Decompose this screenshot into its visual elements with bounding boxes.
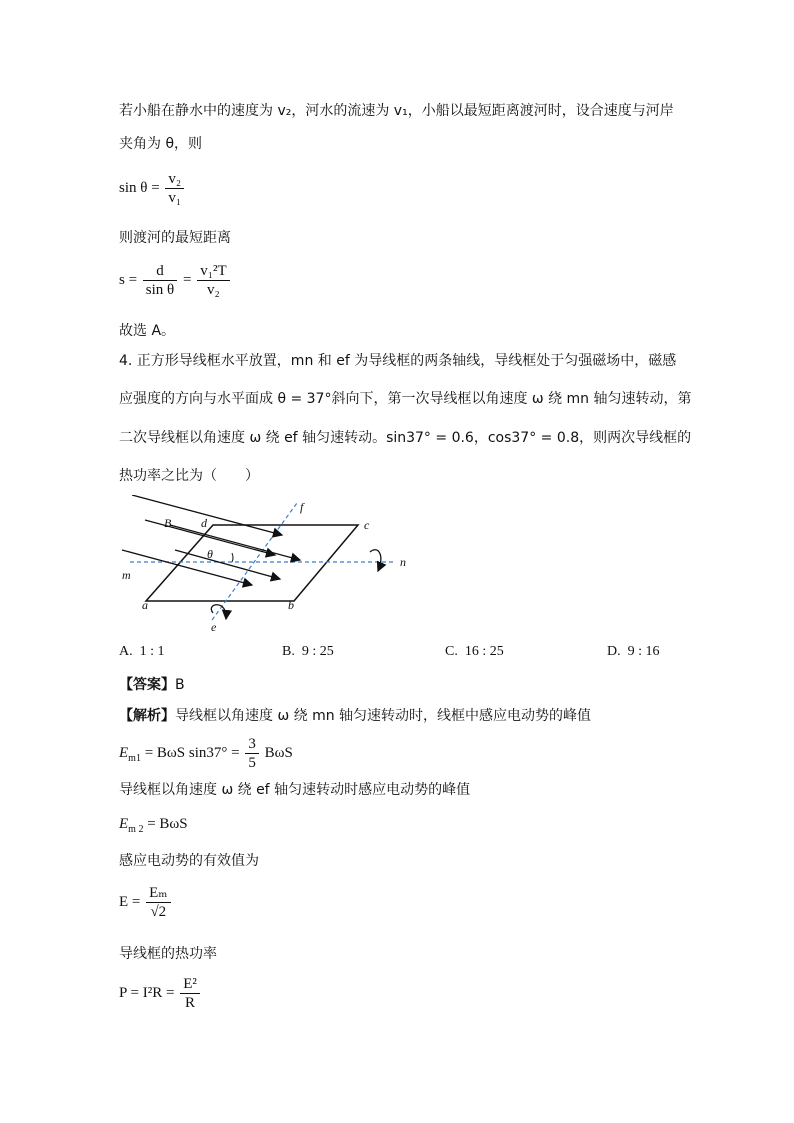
- option-value: 9 : 16: [627, 644, 660, 659]
- label-f: f: [300, 500, 304, 514]
- eq-equals: =: [183, 271, 192, 288]
- option-label: A.: [119, 644, 133, 659]
- fraction-numerator: E²: [180, 975, 200, 994]
- fraction-numerator: Eₘ: [146, 884, 170, 903]
- option-label: B.: [282, 644, 295, 659]
- eq-middle: = BωS sin37° =: [144, 744, 240, 761]
- option-value: 16 : 25: [464, 644, 504, 659]
- answer-value: B: [175, 677, 185, 693]
- eq-left: s =: [119, 271, 138, 288]
- fraction-numerator: d: [143, 262, 177, 281]
- equation-em2: [119, 814, 188, 840]
- label-B: B: [164, 516, 172, 530]
- label-c: c: [364, 518, 370, 532]
- option-value: 9 : 25: [301, 644, 334, 659]
- eq-right: = BωS: [147, 816, 188, 832]
- fraction-numerator: v₂: [165, 170, 184, 189]
- option-a[interactable]: [119, 644, 165, 660]
- fraction-numerator: 3: [245, 735, 259, 754]
- fraction: [245, 735, 259, 772]
- fraction-denominator: √2: [150, 904, 167, 920]
- label-n: n: [400, 555, 406, 569]
- equation-em1: [119, 735, 293, 772]
- option-b[interactable]: [282, 644, 334, 660]
- label-d: d: [201, 516, 207, 530]
- eq-subscript: m1: [128, 752, 141, 764]
- fraction: [146, 884, 170, 921]
- fraction: [165, 170, 184, 207]
- field-arrow-3: [170, 525, 300, 560]
- fraction-denominator: v₁: [168, 190, 182, 206]
- fraction-2: [197, 262, 229, 299]
- analysis-text: 导线框以角速度 ω 绕 mn 轴匀速转动时，线框中感应电动势的峰值: [175, 708, 592, 724]
- field-arrow-5: [175, 550, 280, 579]
- eq-left: sin θ =: [119, 179, 160, 196]
- fraction-denominator: sin θ: [145, 282, 175, 298]
- label-theta: θ: [207, 547, 213, 561]
- equation-power: [119, 975, 202, 1012]
- eq-left: P = I²R =: [119, 984, 175, 1001]
- analysis-line-2: 导线框以角速度 ω 绕 ef 轴匀速转动时感应电动势的峰值: [119, 782, 471, 798]
- fraction-1: [143, 262, 177, 299]
- answer-tag: 【答案】: [119, 677, 175, 693]
- fraction-denominator: 5: [248, 755, 256, 771]
- option-d[interactable]: [607, 644, 660, 660]
- equation-distance: [119, 262, 232, 299]
- label-m: m: [122, 568, 131, 582]
- option-label: C.: [445, 644, 458, 659]
- analysis-line-3: 感应电动势的有效值为: [119, 853, 259, 869]
- text-shortest-distance: 则渡河的最短距离: [119, 230, 231, 246]
- question-line-3: 二次导线框以角速度 ω 绕 ef 轴匀速转动。sin37° = 0.6，cos37° = 0.8，则两次导线框的: [119, 430, 692, 446]
- wire-frame: [146, 525, 358, 601]
- option-label: D.: [607, 644, 621, 659]
- question-line-2: 应强度的方向与水平面成 θ = 37°斜向下，第一次导线框以角速度 ω 绕 mn 轴匀速转动，第: [119, 391, 692, 407]
- fraction-denominator: v₂: [207, 282, 220, 298]
- label-b: b: [288, 598, 294, 612]
- rotation-arrow-mn-icon: [370, 550, 381, 571]
- fraction: [180, 975, 200, 1012]
- intro-line-1: 若小船在静水中的速度为 v₂，河水的流速为 v₁，小船以最短距离渡河时，设合速度与河岸: [119, 103, 674, 119]
- eq-symbol: E: [119, 816, 129, 832]
- field-arrow-1: [132, 495, 282, 535]
- analysis-line-1: [119, 706, 591, 726]
- intro-line-2: 夹角为 θ，则: [119, 136, 203, 152]
- rotation-arrow-ef-icon: [211, 605, 226, 619]
- label-a: a: [142, 598, 148, 612]
- option-c[interactable]: [445, 644, 504, 660]
- analysis-tag: 【解析】: [119, 708, 175, 724]
- equation-sin-theta: [119, 170, 186, 207]
- answer-line: [119, 675, 185, 695]
- theta-arc: [232, 553, 233, 562]
- analysis-line-4: 导线框的热功率: [119, 946, 217, 962]
- choose-answer-text: 故选 A。: [119, 323, 176, 339]
- option-value: 1 : 1: [139, 644, 165, 659]
- eq-left: E =: [119, 893, 141, 910]
- eq-symbol: E: [119, 744, 129, 761]
- fraction-numerator: v₁²T: [197, 262, 229, 281]
- question-line-1: 4. 正方形导线框水平放置，mn 和 ef 为导线框的两条轴线，导线框处于匀强磁场中，磁感: [119, 353, 677, 369]
- magnetic-field-diagram: [110, 495, 420, 635]
- question-line-4: 热功率之比为（ ）: [119, 468, 259, 484]
- label-e: e: [211, 620, 217, 634]
- equation-effective: [119, 884, 173, 921]
- fraction-denominator: R: [185, 995, 196, 1011]
- eq-right: BωS: [264, 744, 293, 761]
- eq-subscript: m 2: [128, 824, 144, 835]
